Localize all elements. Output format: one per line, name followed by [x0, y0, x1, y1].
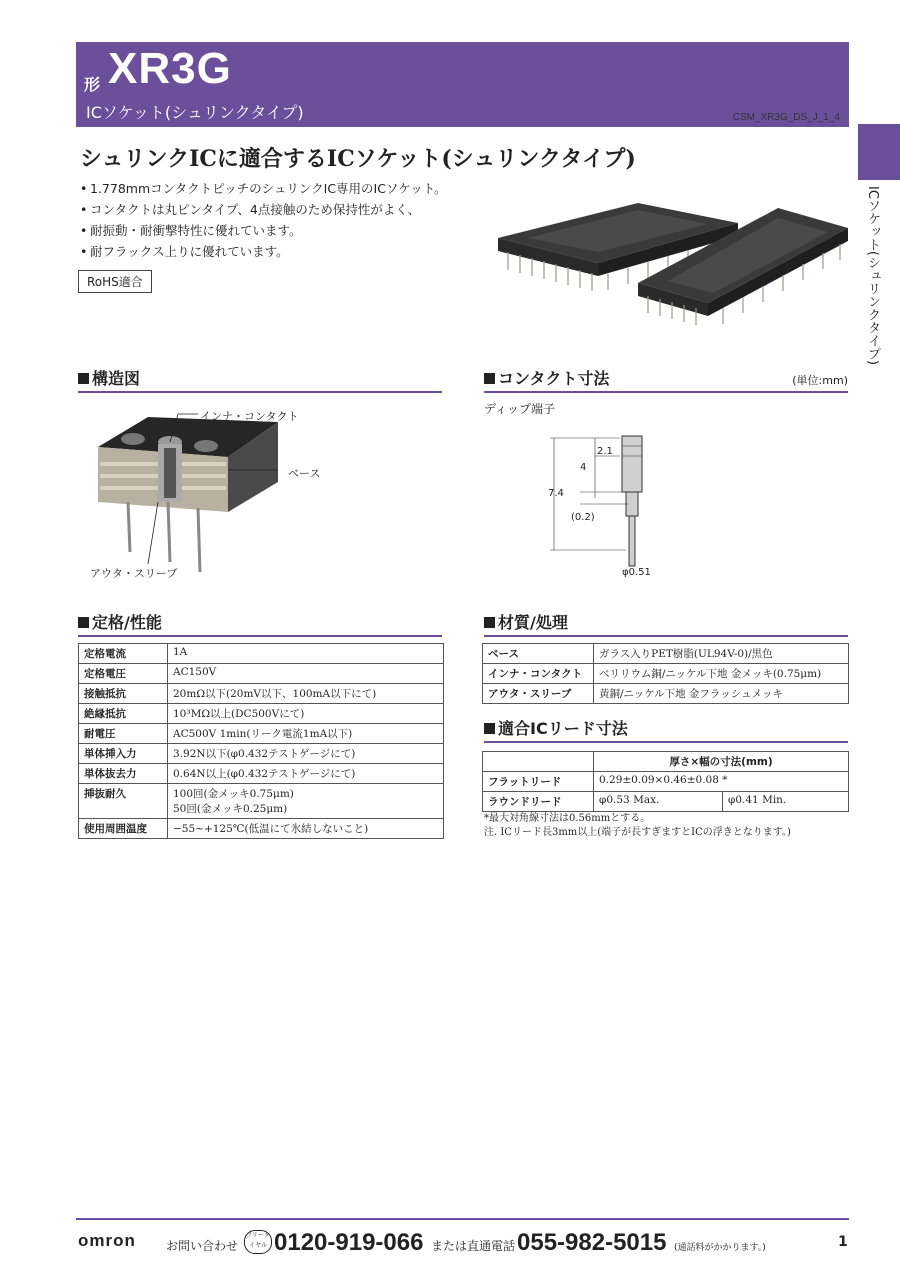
row-key: 単体抜去力 [79, 764, 168, 784]
free-dial-text: フリーダイヤル [246, 1232, 270, 1249]
row-key: ラウンドリード [483, 792, 594, 812]
row-key: 単体挿入力 [79, 744, 168, 764]
section-title-materials [484, 610, 848, 637]
row-value-line: 50回(金メッキ0.25μm) [173, 803, 288, 815]
square-bullet-icon [484, 373, 495, 384]
section-title-structure [78, 366, 442, 393]
unit-label: (単位:mm) [792, 374, 848, 387]
row-value: 1A [168, 644, 444, 664]
label-base: ベース [288, 467, 321, 480]
dim-total-length: 7.4 [548, 488, 564, 499]
table-row [79, 704, 444, 724]
square-bullet-icon [484, 723, 495, 734]
structure-diagram [88, 402, 328, 587]
table-row [483, 792, 849, 812]
blank-cell [483, 752, 594, 772]
row-value: φ0.53 Max. [594, 792, 723, 812]
inquiry-label: お問い合わせ [166, 1239, 239, 1253]
section-title-leads [484, 716, 848, 743]
product-subtitle: ICソケット(シュリンクタイプ) [86, 103, 304, 122]
side-index-tab [858, 124, 900, 180]
column-header: 厚さ×幅の寸法(mm) [594, 752, 849, 772]
section-title-text: 構造図 [92, 369, 141, 388]
omron-logo: omron [78, 1231, 136, 1250]
rohs-badge: RoHS適合 [78, 270, 152, 293]
dim-mid-length: 4 [580, 462, 587, 473]
table-row [483, 752, 849, 772]
row-value: 10³MΩ以上(DC500Vにて) [168, 704, 444, 724]
feature-item-continued [80, 220, 500, 241]
table-row [79, 744, 444, 764]
row-value: 3.92N以下(φ0.432テストゲージにて) [168, 744, 444, 764]
table-row [79, 664, 444, 684]
page-headline: シュリンクICに適合するICソケット(シュリンクタイプ) [80, 146, 636, 172]
row-key: 定格電流 [79, 644, 168, 664]
table-row [79, 764, 444, 784]
section-title-text: 適合ICリード寸法 [498, 719, 628, 738]
section-title-text: 定格/性能 [92, 613, 162, 632]
footer-rule [76, 1218, 849, 1220]
ratings-table [78, 643, 444, 839]
row-key: アウタ・スリーブ [483, 684, 594, 704]
label-outer-sleeve: アウタ・スリーブ [90, 567, 178, 580]
row-value [168, 784, 444, 819]
page-number: 1 [838, 1234, 848, 1250]
section-title-text: 材質/処理 [498, 613, 568, 632]
feature-item: • 耐フラックス上りに優れています。 [80, 241, 500, 262]
feature-item: • コンタクトは丸ピンタイプ、4点接触のため保持性がよく、 [80, 199, 500, 220]
table-row [483, 684, 849, 704]
row-value: ガラス入りPET樹脂(UL94V-0)/黒色 [594, 644, 849, 664]
section-title-text: コンタクト寸法 [498, 369, 610, 388]
lead-note-2: 注. ICリード長3mm以上(端子が長すぎますとICの浮きとなります。) [484, 827, 791, 838]
row-key: 定格電圧 [79, 664, 168, 684]
row-value: AC150V [168, 664, 444, 684]
row-value: 0.64N以上(φ0.432テストゲージにて) [168, 764, 444, 784]
square-bullet-icon [78, 617, 89, 628]
model-prefix: 形 [84, 75, 101, 94]
row-value-line: 100回(金メッキ0.75μm) [173, 788, 294, 800]
section-title-ratings [78, 610, 442, 637]
table-row [79, 724, 444, 744]
fee-note: (通話料がかかります。) [674, 1243, 766, 1253]
table-row [79, 684, 444, 704]
side-index-label: ICソケット(シュリンクタイプ) [865, 186, 880, 366]
table-row [79, 644, 444, 664]
document-code: CSM_XR3G_DS_J_1_4 [732, 112, 840, 123]
model-name: XR3G [108, 44, 232, 93]
row-value: ベリリウム銅/ニッケル下地 金メッキ(0.75μm) [594, 664, 849, 684]
row-key: 挿抜耐久 [79, 784, 168, 819]
label-inner-contact: インナ・コンタクト [200, 410, 299, 423]
lead-note-1: *最大対角線寸法は0.56mmとする。 [484, 813, 651, 824]
feature-item: • 1.778mmコンタクトピッチのシュリンクIC専用のICソケット。 [80, 178, 500, 199]
row-key: 使用周囲温度 [79, 819, 168, 839]
dip-terminal-label: ディップ端子 [484, 402, 556, 416]
materials-table [482, 643, 849, 704]
row-value: −55~+125℃(低温にて氷結しないこと) [168, 819, 444, 839]
square-bullet-icon [484, 617, 495, 628]
row-value: 黄銅/ニッケル下地 金フラッシュメッキ [594, 684, 849, 704]
row-key: インナ・コンタクト [483, 664, 594, 684]
dim-pin-diameter: φ0.51 [622, 567, 651, 578]
dim-pin-step: (0.2) [571, 512, 595, 523]
product-photo [488, 178, 853, 330]
feature-list [80, 178, 500, 262]
table-row [79, 784, 444, 819]
dim-top-length: 2.1 [597, 446, 613, 457]
row-key: 絶縁抵抗 [79, 704, 168, 724]
direct-label: または直通電話 [431, 1239, 516, 1253]
table-row [483, 772, 849, 792]
phone-direct: 055-982-5015 [517, 1229, 667, 1256]
row-key: 耐電圧 [79, 724, 168, 744]
leads-table [482, 751, 849, 812]
phone-free: 0120-919-066 [274, 1229, 424, 1256]
table-row [483, 644, 849, 664]
row-value: 0.29±0.09×0.46±0.08 * [594, 772, 849, 792]
row-value: φ0.41 Min. [723, 792, 849, 812]
table-row [79, 819, 444, 839]
row-key: 接触抵抗 [79, 684, 168, 704]
row-key: ベース [483, 644, 594, 664]
row-key: フラットリード [483, 772, 594, 792]
free-dial-icon [244, 1230, 272, 1254]
feature-item-text: 耐振動・耐衝撃特性に優れています。 [90, 223, 302, 238]
row-value: 20mΩ以下(20mV以下、100mA以下にて) [168, 684, 444, 704]
table-row [483, 664, 849, 684]
row-value: AC500V 1min(リーク電流1mA以下) [168, 724, 444, 744]
square-bullet-icon [78, 373, 89, 384]
